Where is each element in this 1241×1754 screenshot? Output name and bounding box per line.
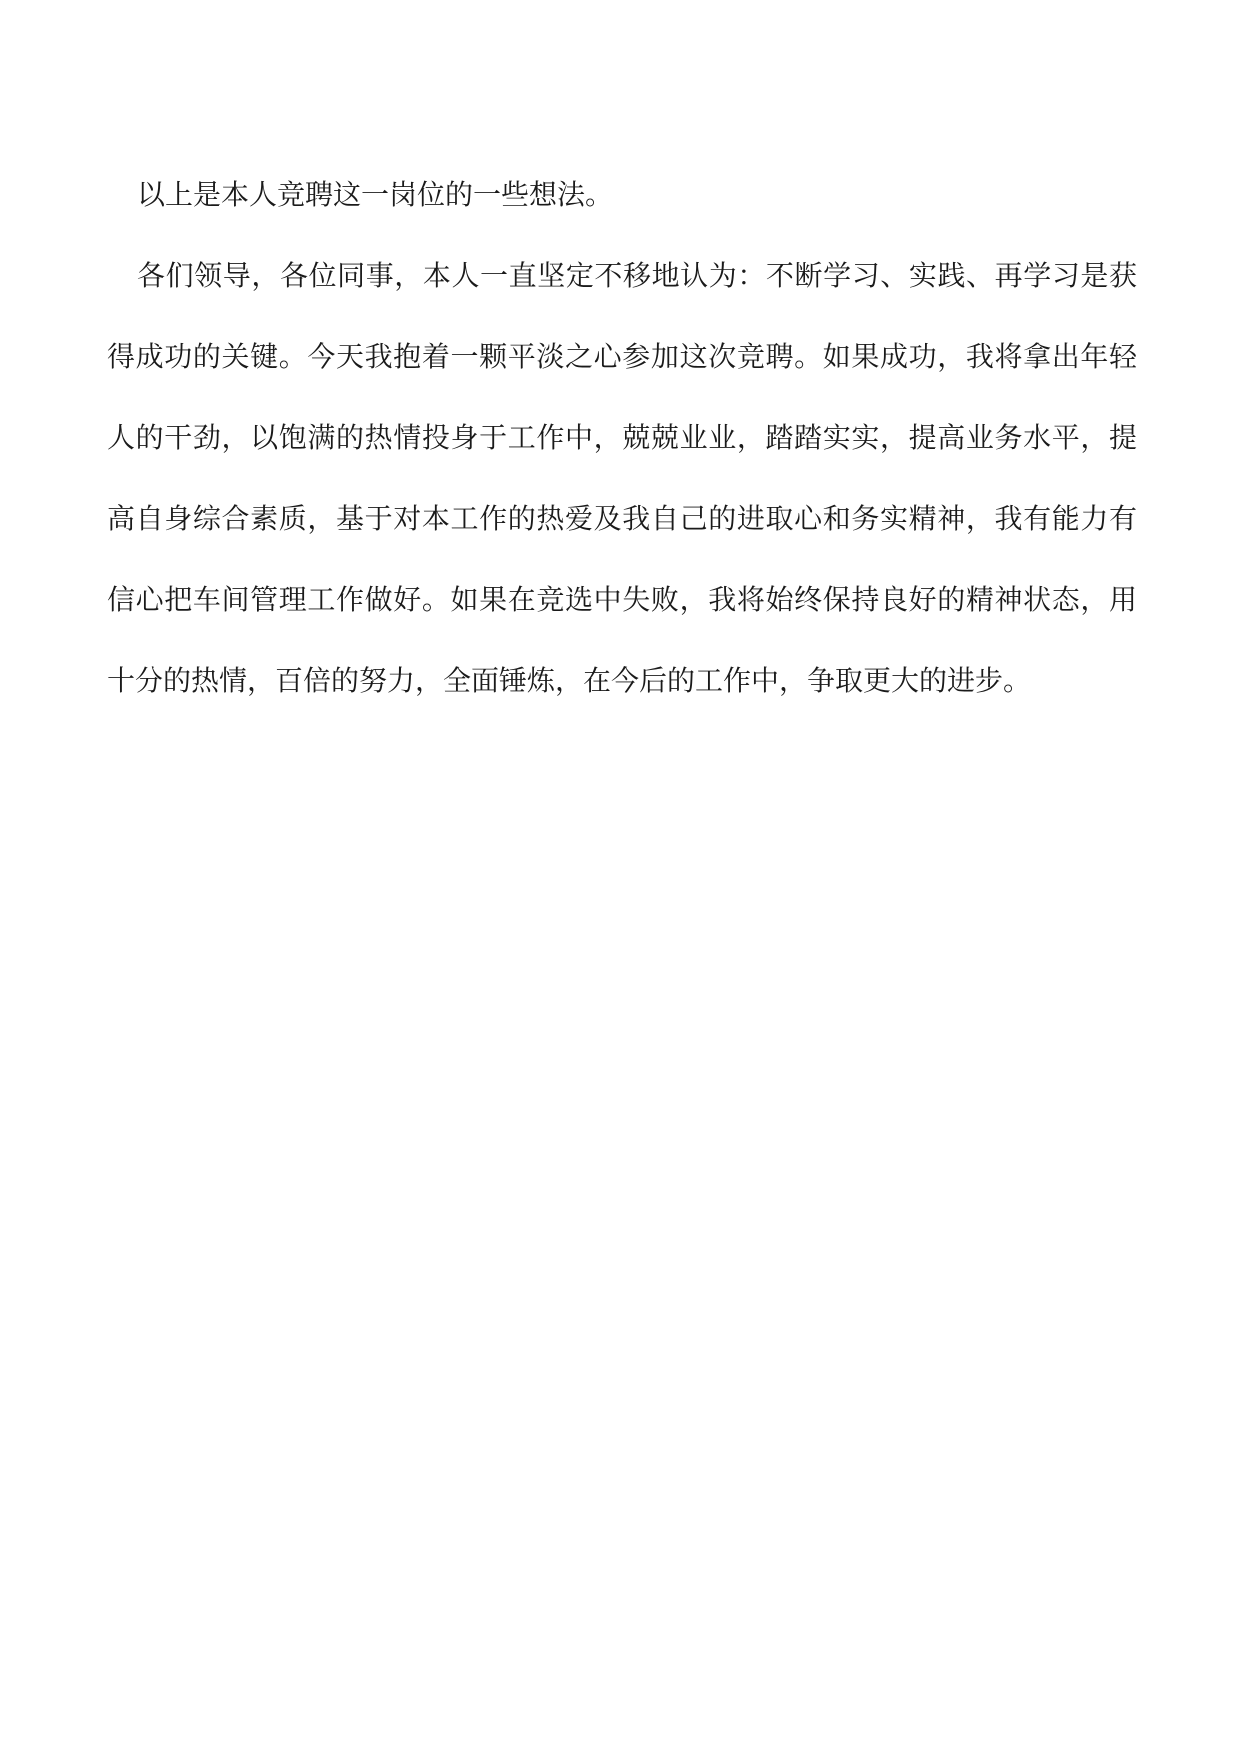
- paragraph-closing-remark: 以上是本人竞聘这一岗位的一些想法。: [137, 178, 614, 211]
- document-body: [107, 160, 1137, 721]
- paragraph-main-statement: 各们领导，各位同事，本人一直坚定不移地认为：不断学习、实践、再学习是获得成功的关键。今天我抱着一颗平淡之心参加这次竞聘。如果成功，我将拿出年轻人的干劲，以饱满的热情投身于工作中，兢兢业业，踏踏实实，提高业务水平，提高自身综合素质，基于对本工作的热爱及我自己的进取心和务实精神，我有能力有信心把车间管理工作做好。如果在竞选中失败，我将始终保持良好的精神状态，用十分的热情，百倍的努力，全面锤炼，在今后的工作中，争取更大的进步。: [107, 259, 1137, 697]
